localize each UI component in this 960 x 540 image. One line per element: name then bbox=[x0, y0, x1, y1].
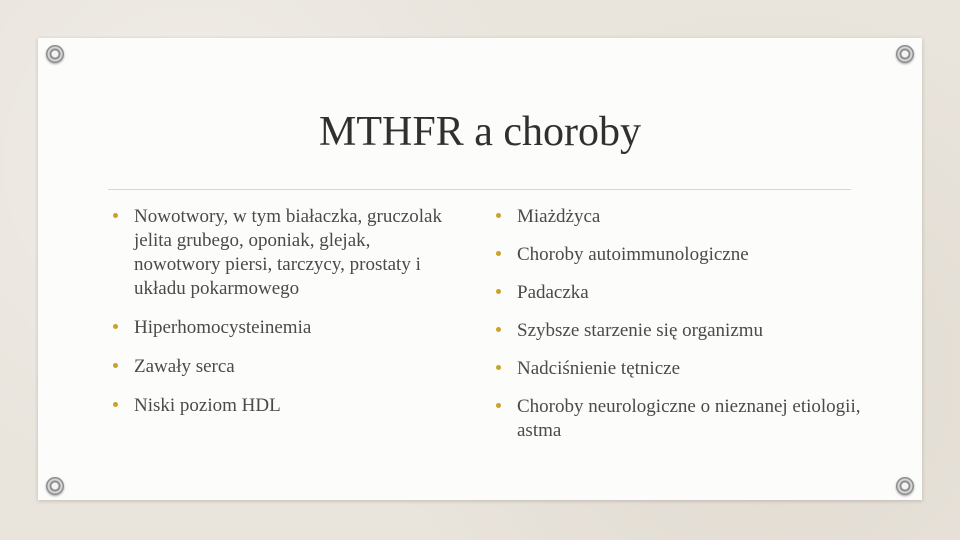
list-item-text: Zawały serca bbox=[134, 356, 235, 377]
bullet-icon bbox=[113, 363, 118, 368]
list-item bbox=[113, 316, 453, 340]
list-item-text: Szybsze starzenie się organizmu bbox=[517, 320, 764, 341]
list-item bbox=[496, 395, 896, 443]
bullet-icon bbox=[113, 324, 118, 329]
list-item bbox=[113, 394, 453, 418]
bullet-icon bbox=[113, 213, 118, 218]
list-item bbox=[496, 319, 896, 343]
left-bullet-list bbox=[113, 205, 453, 433]
pushpin-icon bbox=[896, 477, 914, 495]
list-item bbox=[496, 281, 896, 305]
bullet-icon bbox=[496, 327, 501, 332]
list-item-text: Nowotwory, w tym białaczka, gruczolak jelita grubego, oponiak, glejak, nowotwory piersi, tarczycy, prostaty i układu pokarmowego bbox=[134, 206, 442, 299]
bullet-icon bbox=[113, 402, 118, 407]
list-item-text: Choroby neurologiczne o nieznanej etiologii, astma bbox=[517, 396, 861, 441]
list-item-text: Choroby autoimmunologiczne bbox=[517, 244, 749, 265]
bullet-icon bbox=[496, 365, 501, 370]
bullet-icon bbox=[496, 213, 501, 218]
list-item-text: Nadciśnienie tętnicze bbox=[517, 358, 681, 379]
title-divider bbox=[108, 189, 851, 190]
list-item-text: Hiperhomocysteinemia bbox=[134, 317, 312, 338]
right-bullet-list bbox=[496, 205, 896, 457]
slide-title: MTHFR a choroby bbox=[319, 109, 641, 155]
bullet-icon bbox=[496, 251, 501, 256]
pushpin-icon bbox=[46, 477, 64, 495]
bullet-icon bbox=[496, 289, 501, 294]
bullet-icon bbox=[496, 403, 501, 408]
list-item-text: Padaczka bbox=[517, 282, 589, 303]
list-item bbox=[496, 243, 896, 267]
list-item bbox=[496, 357, 896, 381]
list-item bbox=[113, 205, 453, 301]
pushpin-icon bbox=[896, 45, 914, 63]
pushpin-icon bbox=[46, 45, 64, 63]
list-item-text: Niski poziom HDL bbox=[134, 395, 281, 416]
list-item bbox=[113, 355, 453, 379]
list-item-text: Miażdżyca bbox=[517, 206, 601, 227]
list-item bbox=[496, 205, 896, 229]
